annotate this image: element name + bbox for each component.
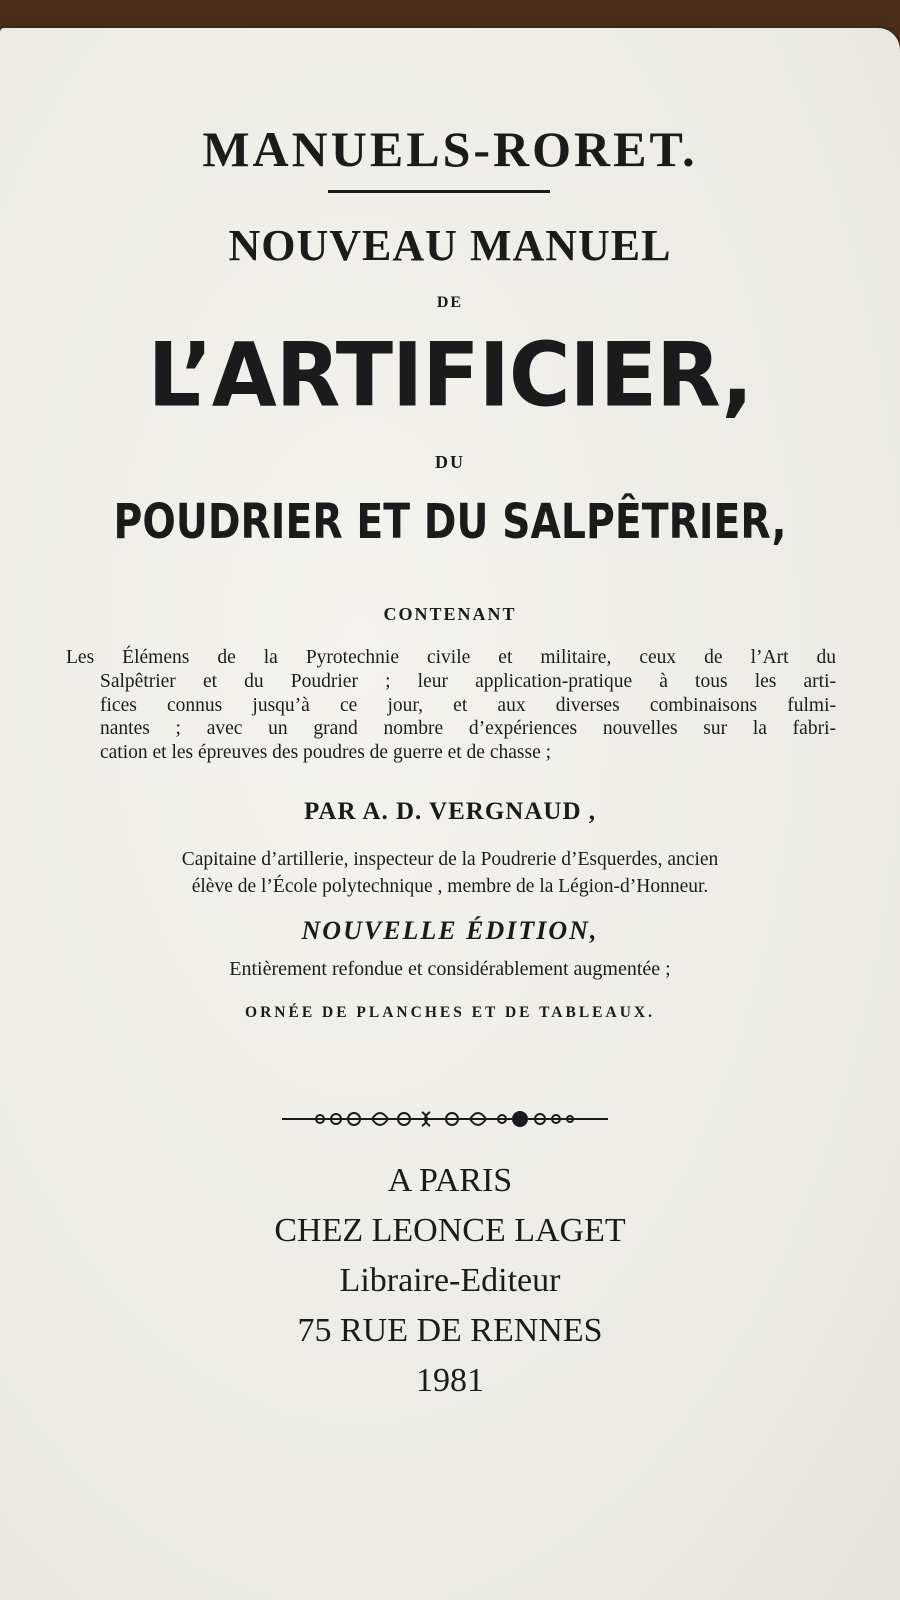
connector-de: DE	[436, 294, 464, 311]
imprint-address: 75 RUE DE RENNES	[297, 1312, 603, 1349]
author-credits	[0, 846, 900, 900]
heading: NOUVEAU MANUEL	[228, 221, 672, 270]
series-title: MANUELS-RORET.	[202, 121, 698, 177]
subtitle: POUDRIER ET DU SALPÊTRIER,	[113, 494, 787, 550]
imprint-role: Libraire-Editeur	[339, 1262, 561, 1299]
description-line: nantes ; avec un grand nombre d’expériences nouvelles sur la fabri-	[100, 718, 836, 740]
title-page	[0, 28, 900, 1600]
imprint-year: 1981	[416, 1362, 484, 1399]
main-title: L’ARTIFICIER,	[147, 323, 753, 427]
imprint-publisher: CHEZ LEONCE LAGET	[274, 1212, 626, 1249]
decorative-ornament-icon	[280, 1104, 610, 1134]
imprint-city: A PARIS	[387, 1162, 513, 1199]
author: PAR A. D. VERGNAUD ,	[304, 798, 596, 825]
title-rule	[328, 190, 550, 193]
credits-line: Capitaine d’artillerie, inspecteur de la Poudrerie d’Esquerdes, ancien	[181, 849, 719, 870]
description	[66, 646, 836, 765]
plates-note: ORNÉE DE PLANCHES ET DE TABLEAUX.	[245, 1004, 655, 1021]
contenant-label: CONTENANT	[383, 604, 517, 624]
edition: NOUVELLE ÉDITION,	[301, 916, 599, 945]
description-line: Salpêtrier et du Poudrier ; leur application-pratique à tous les arti-	[100, 670, 836, 692]
description-line: cation et les épreuves des poudres de guerre et de chasse ;	[100, 742, 552, 764]
connector-du: DU	[435, 452, 465, 472]
description-line: Les Élémens de la Pyrotechnie civile et militaire, ceux de l’Art du	[66, 647, 836, 668]
description-line: fices connus jusqu’à ce jour, et aux diverses combinaisons fulmi-	[100, 694, 836, 716]
imprint	[0, 1156, 900, 1406]
edition-note: Entièrement refondue et considérablement augmentée ;	[229, 958, 671, 980]
credits-line: élève de l’École polytechnique , membre de la Légion-d’Honneur.	[191, 876, 709, 897]
